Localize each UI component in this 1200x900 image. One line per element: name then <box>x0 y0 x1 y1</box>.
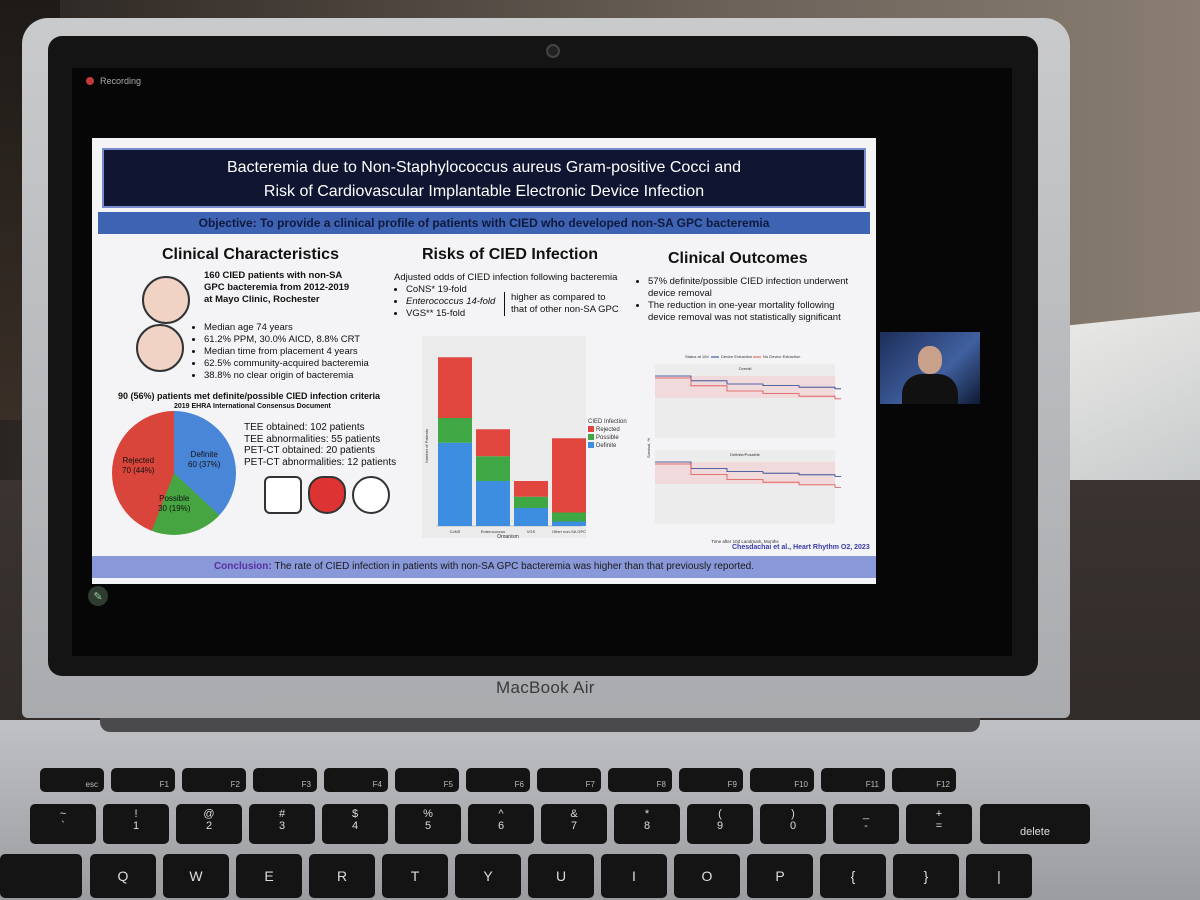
key-f12[interactable]: F12 <box>892 768 956 792</box>
sick-patient-icon <box>136 324 184 372</box>
key-3[interactable]: # 3 <box>249 804 315 844</box>
key-f3[interactable]: F3 <box>253 768 317 792</box>
bar-definite <box>514 508 548 526</box>
survival-curve-chart <box>645 350 841 546</box>
presenter-body <box>902 374 958 404</box>
bar-rejected <box>514 481 548 497</box>
bar-legend <box>588 418 627 450</box>
legend-title: CIED Infection <box>588 419 627 425</box>
conclusion-text: The rate of CIED infection in patients with non-SA GPC bacteremia was higher than that previously reported. <box>271 561 755 572</box>
key-{[interactable]: { <box>820 854 886 898</box>
key-f6[interactable]: F6 <box>466 768 530 792</box>
list-item: • Median age 74 years <box>204 322 392 334</box>
key-y[interactable]: Y <box>455 854 521 898</box>
list-item: • Enterococcus 14-fold <box>406 296 504 308</box>
imaging-icons <box>264 476 390 514</box>
list-item: • VGS** 15-fold <box>406 308 504 320</box>
presentation-slide <box>92 138 876 584</box>
ci-band <box>655 462 835 484</box>
x-axis-label: Time after 10d Landmark, Months <box>711 539 779 544</box>
tick-label: VGS <box>526 529 536 534</box>
list-item: • 61.2% PPM, 30.0% AICD, 8.8% CRT <box>204 334 392 346</box>
legend-title: Status at 10d <box>685 354 709 359</box>
legend-label: Device Extraction <box>721 354 753 359</box>
citation: Chesdachai et al., Heart Rhythm O2, 2023 <box>732 544 870 551</box>
list-item: TEE obtained: 102 patients <box>244 422 365 433</box>
bar-rejected <box>438 357 472 418</box>
km-panel <box>655 450 835 524</box>
list-item: • The reduction in one-year mortality following device removal was not statistically significant <box>648 300 852 324</box>
list-item: • 62.5% community-acquired bacteremia <box>204 358 392 370</box>
y-axis-label: Number of Patients <box>424 428 429 464</box>
key-7[interactable]: & 7 <box>541 804 607 844</box>
key-r[interactable]: R <box>309 854 375 898</box>
organism-bar-chart <box>422 336 586 538</box>
risks-list <box>394 284 504 320</box>
risks-intro: Adjusted odds of CIED infection following bacteremia <box>394 272 618 283</box>
key-0[interactable]: ) 0 <box>760 804 826 844</box>
title-line-2: Risk of Cardiovascular Implantable Electronic Device Infection <box>263 183 705 200</box>
key-1[interactable]: ! 1 <box>103 804 169 844</box>
key-f8[interactable]: F8 <box>608 768 672 792</box>
legend-label: No Device Extraction <box>763 354 801 359</box>
bacteria-icon <box>352 476 390 514</box>
outcomes-heading: Clinical Outcomes <box>668 250 808 267</box>
presenter-face <box>918 346 942 374</box>
key-f10[interactable]: F10 <box>750 768 814 792</box>
key-5[interactable]: % 5 <box>395 804 461 844</box>
list-item: • Median time from placement 4 years <box>204 346 392 358</box>
criteria-text: 90 (56%) patients met definite/possible CIED infection criteria <box>118 391 381 401</box>
key-}[interactable]: } <box>893 854 959 898</box>
key-f1[interactable]: F1 <box>111 768 175 792</box>
key-f11[interactable]: F11 <box>821 768 885 792</box>
panel-title: Overall <box>738 366 752 371</box>
objective-banner: Objective: To provide a clinical profile of patients with CIED who developed non-SA GPC bacteremia <box>98 212 870 234</box>
key-p[interactable]: P <box>747 854 813 898</box>
clinical-characteristics-heading: Clinical Characteristics <box>162 246 339 263</box>
webcam-thumbnail[interactable] <box>880 332 980 404</box>
tick-label: CoNS <box>449 529 461 534</box>
conclusion-banner <box>92 556 876 578</box>
tick-label: Other non-SA GPC <box>551 529 586 534</box>
tab-key[interactable] <box>0 854 82 898</box>
key-f2[interactable]: F2 <box>182 768 246 792</box>
x-axis-label: Organism <box>497 534 519 538</box>
list-item: • CoNS* 19-fold <box>406 284 504 296</box>
recording-label: Recording <box>100 76 142 86</box>
risks-comparison: higher as compared to that of other non-SA GPC <box>504 292 623 316</box>
record-dot-icon <box>86 77 94 85</box>
heart-icon <box>308 476 346 514</box>
key-8[interactable]: * 8 <box>614 804 680 844</box>
key-`[interactable]: ~ ` <box>30 804 96 844</box>
key-e[interactable]: E <box>236 854 302 898</box>
key-f4[interactable]: F4 <box>324 768 388 792</box>
legend-item-rejected: Rejected <box>588 426 627 434</box>
risks-heading: Risks of CIED Infection <box>422 246 599 263</box>
bar-definite <box>476 481 510 526</box>
y-axis-label: Survival, % <box>646 437 651 459</box>
key-i[interactable]: I <box>601 854 667 898</box>
bar-rejected <box>476 429 510 456</box>
outcomes-list <box>636 276 852 324</box>
key--[interactable]: _ - <box>833 804 899 844</box>
key-f5[interactable]: F5 <box>395 768 459 792</box>
bar-definite <box>438 443 472 526</box>
list-item: PET-CT abnormalities: 12 patients <box>244 456 397 468</box>
list-item: • 57% definite/possible CIED infection underwent device removal <box>648 276 852 300</box>
conclusion-lead: Conclusion: <box>213 561 272 572</box>
legend-item-definite: Definite <box>588 442 627 450</box>
list-item: TEE abnormalities: 55 patients <box>244 433 381 445</box>
criteria-source: 2019 EHRA International Consensus Document <box>174 403 331 410</box>
list-item: • 38.8% no clear origin of bacteremia <box>204 370 392 382</box>
title-line-1: Bacteremia due to Non-Staphylococcus aureus Gram-positive Cocci and <box>226 159 742 176</box>
pen-tool-icon[interactable]: ✎ <box>88 586 108 606</box>
tick-label: Enterococcus <box>480 529 506 534</box>
panel-title: Definite/Possible <box>730 452 760 457</box>
key-6[interactable]: ^ 6 <box>468 804 534 844</box>
bar-definite <box>552 522 586 527</box>
key-f9[interactable]: F9 <box>679 768 743 792</box>
imaging-list <box>244 422 396 468</box>
characteristics-list <box>192 322 392 382</box>
key-f7[interactable]: F7 <box>537 768 601 792</box>
cohort-intro: 160 CIED patients with non-SA GPC bacteremia from 2012-2019 at Mayo Clinic, Rochester <box>204 270 350 305</box>
bar-possible <box>438 418 472 443</box>
list-item: PET-CT obtained: 20 patients <box>244 445 376 456</box>
key-o[interactable]: O <box>674 854 740 898</box>
key-t[interactable]: T <box>382 854 448 898</box>
laptop-brand: MacBook Air <box>496 678 595 697</box>
bar-possible <box>476 456 510 481</box>
key-w[interactable]: W <box>163 854 229 898</box>
key-u[interactable]: U <box>528 854 594 898</box>
legend-item-possible: Possible <box>588 434 627 442</box>
bar-possible <box>514 497 548 508</box>
scanner-icon <box>264 476 302 514</box>
hinge <box>100 718 980 732</box>
bar-possible <box>552 513 586 522</box>
km-panel <box>655 364 835 438</box>
slide-title <box>102 148 866 208</box>
key-|[interactable]: | <box>966 854 1032 898</box>
key-q[interactable]: Q <box>90 854 156 898</box>
key-9[interactable]: ( 9 <box>687 804 753 844</box>
key-4[interactable]: $ 4 <box>322 804 388 844</box>
pie-label-definite: Definite 60 (37%) <box>188 450 221 469</box>
pie-label-rejected: Rejected 70 (44%) <box>122 456 155 475</box>
key-esc[interactable]: esc <box>40 768 104 792</box>
key-2[interactable]: @ 2 <box>176 804 242 844</box>
delete-key[interactable]: delete <box>980 804 1090 844</box>
pie-label-possible: Possible 30 (19%) <box>158 494 191 513</box>
camera-icon <box>546 44 560 58</box>
key-=[interactable]: + = <box>906 804 972 844</box>
bar-rejected <box>552 438 586 512</box>
recording-indicator <box>86 76 141 86</box>
patient-heart-icon <box>142 276 190 324</box>
